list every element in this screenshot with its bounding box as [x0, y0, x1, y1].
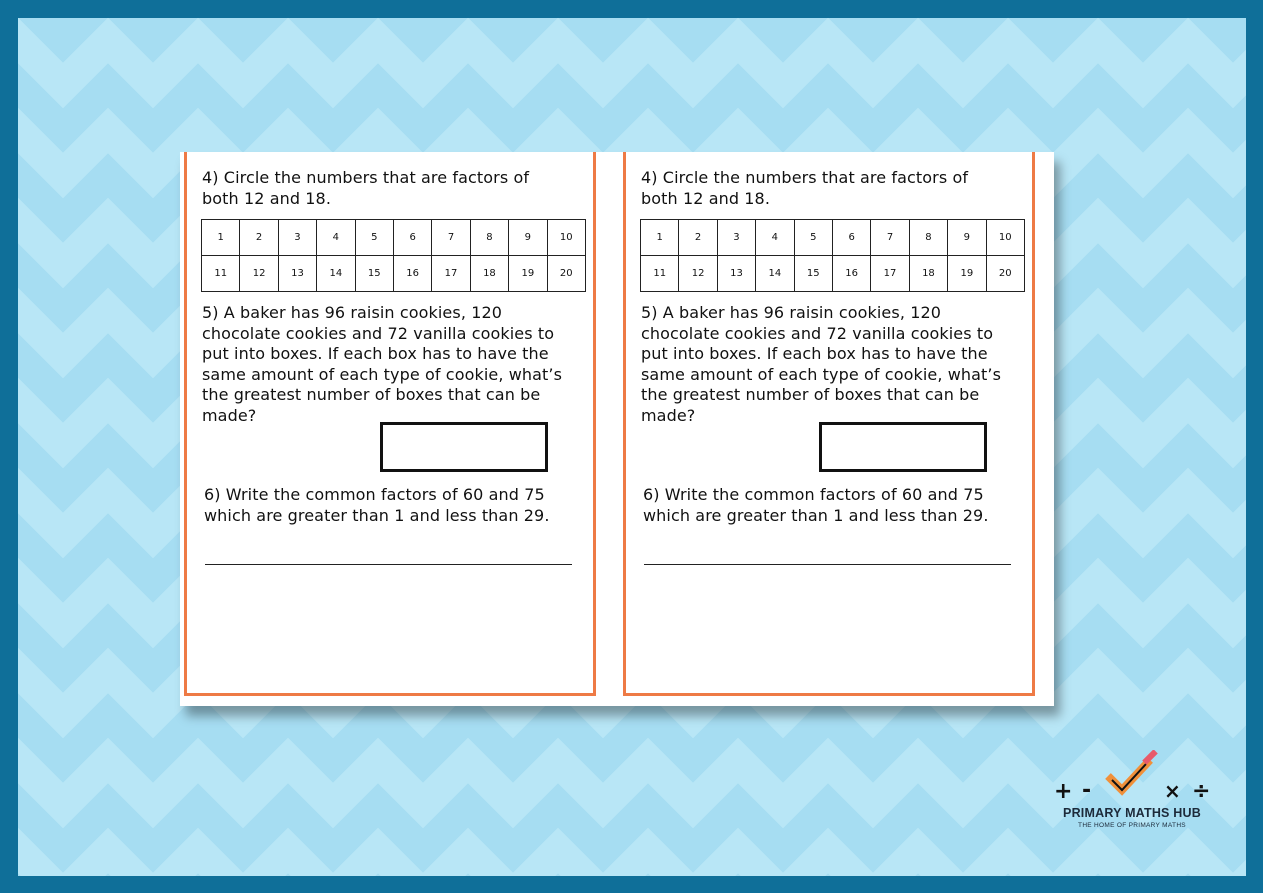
grid-cell: 5 — [355, 220, 393, 256]
grid-cell: 15 — [355, 256, 393, 292]
logo-name: PRIMARY MATHS HUB — [1063, 806, 1201, 820]
grid-cell: 7 — [871, 220, 909, 256]
question-5-text: 5) A baker has 96 raisin cookies, 120 chocolate cookies and 72 vanilla cookies to put into boxes. If each box has to have the same amount of each type of cookie, what’s the greatest number of boxes that can be made? — [202, 303, 563, 425]
grid-cell: 8 — [909, 220, 947, 256]
grid-cell: 13 — [717, 256, 755, 292]
grid-cell: 19 — [948, 256, 986, 292]
grid-cell: 18 — [470, 256, 508, 292]
grid-cell: 4 — [317, 220, 355, 256]
grid-cell: 2 — [679, 220, 717, 256]
answer-line — [644, 564, 1011, 565]
logo-symbol: - — [1082, 778, 1092, 803]
logo-tagline: THE HOME OF PRIMARY MATHS — [1078, 822, 1186, 829]
grid-cell: 3 — [278, 220, 316, 256]
grid-cell: 14 — [756, 256, 794, 292]
grid-cell: 13 — [278, 256, 316, 292]
answer-line — [205, 564, 572, 565]
grid-cell: 18 — [909, 256, 947, 292]
grid-cell: 9 — [509, 220, 547, 256]
grid-cell: 12 — [679, 256, 717, 292]
question-6-text: 6) Write the common factors of 60 and 75 which are greater than 1 and less than 29. — [643, 485, 989, 525]
grid-cell: 3 — [717, 220, 755, 256]
grid-cell: 20 — [986, 256, 1024, 292]
worksheet-card-left — [184, 152, 596, 696]
grid-cell: 7 — [432, 220, 470, 256]
answer-box — [380, 422, 548, 472]
grid-cell: 12 — [240, 256, 278, 292]
grid-cell: 5 — [794, 220, 832, 256]
grid-row — [202, 220, 586, 256]
grid-cell: 10 — [547, 220, 585, 256]
grid-cell: 10 — [986, 220, 1024, 256]
primary-maths-hub-logo — [1042, 750, 1222, 835]
grid-cell: 17 — [432, 256, 470, 292]
question-4-text: 4) Circle the numbers that are factors of both 12 and 18. — [641, 168, 969, 208]
grid-cell: 4 — [756, 220, 794, 256]
grid-cell: 15 — [794, 256, 832, 292]
grid-row — [641, 220, 1025, 256]
grid-cell: 11 — [641, 256, 679, 292]
worksheet-sheet — [180, 152, 1054, 706]
question-6-text: 6) Write the common factors of 60 and 75 which are greater than 1 and less than 29. — [204, 485, 550, 525]
grid-cell: 6 — [393, 220, 431, 256]
grid-cell: 16 — [832, 256, 870, 292]
grid-cell: 14 — [317, 256, 355, 292]
grid-cell: 11 — [202, 256, 240, 292]
question-5-text: 5) A baker has 96 raisin cookies, 120 chocolate cookies and 72 vanilla cookies to put into boxes. If each box has to have the same amount of each type of cookie, what’s the greatest number of boxes that can be made? — [641, 303, 1002, 425]
grid-cell: 1 — [202, 220, 240, 256]
answer-box — [819, 422, 987, 472]
grid-cell: 2 — [240, 220, 278, 256]
worksheet-card-right — [623, 152, 1035, 696]
grid-row — [202, 256, 586, 292]
grid-cell: 19 — [509, 256, 547, 292]
grid-cell: 17 — [871, 256, 909, 292]
question-4-text: 4) Circle the numbers that are factors of both 12 and 18. — [202, 168, 530, 208]
logo-symbol: + — [1054, 779, 1073, 804]
number-grid — [640, 219, 1025, 292]
grid-cell: 8 — [470, 220, 508, 256]
grid-cell: 6 — [832, 220, 870, 256]
grid-cell: 1 — [641, 220, 679, 256]
checkmark-pencil-icon — [1042, 750, 1222, 806]
logo-symbol: ÷ — [1192, 779, 1211, 804]
grid-cell: 16 — [393, 256, 431, 292]
grid-cell: 20 — [547, 256, 585, 292]
grid-cell: 9 — [948, 220, 986, 256]
number-grid — [201, 219, 586, 292]
grid-row — [641, 256, 1025, 292]
logo-symbol: × — [1164, 779, 1181, 803]
